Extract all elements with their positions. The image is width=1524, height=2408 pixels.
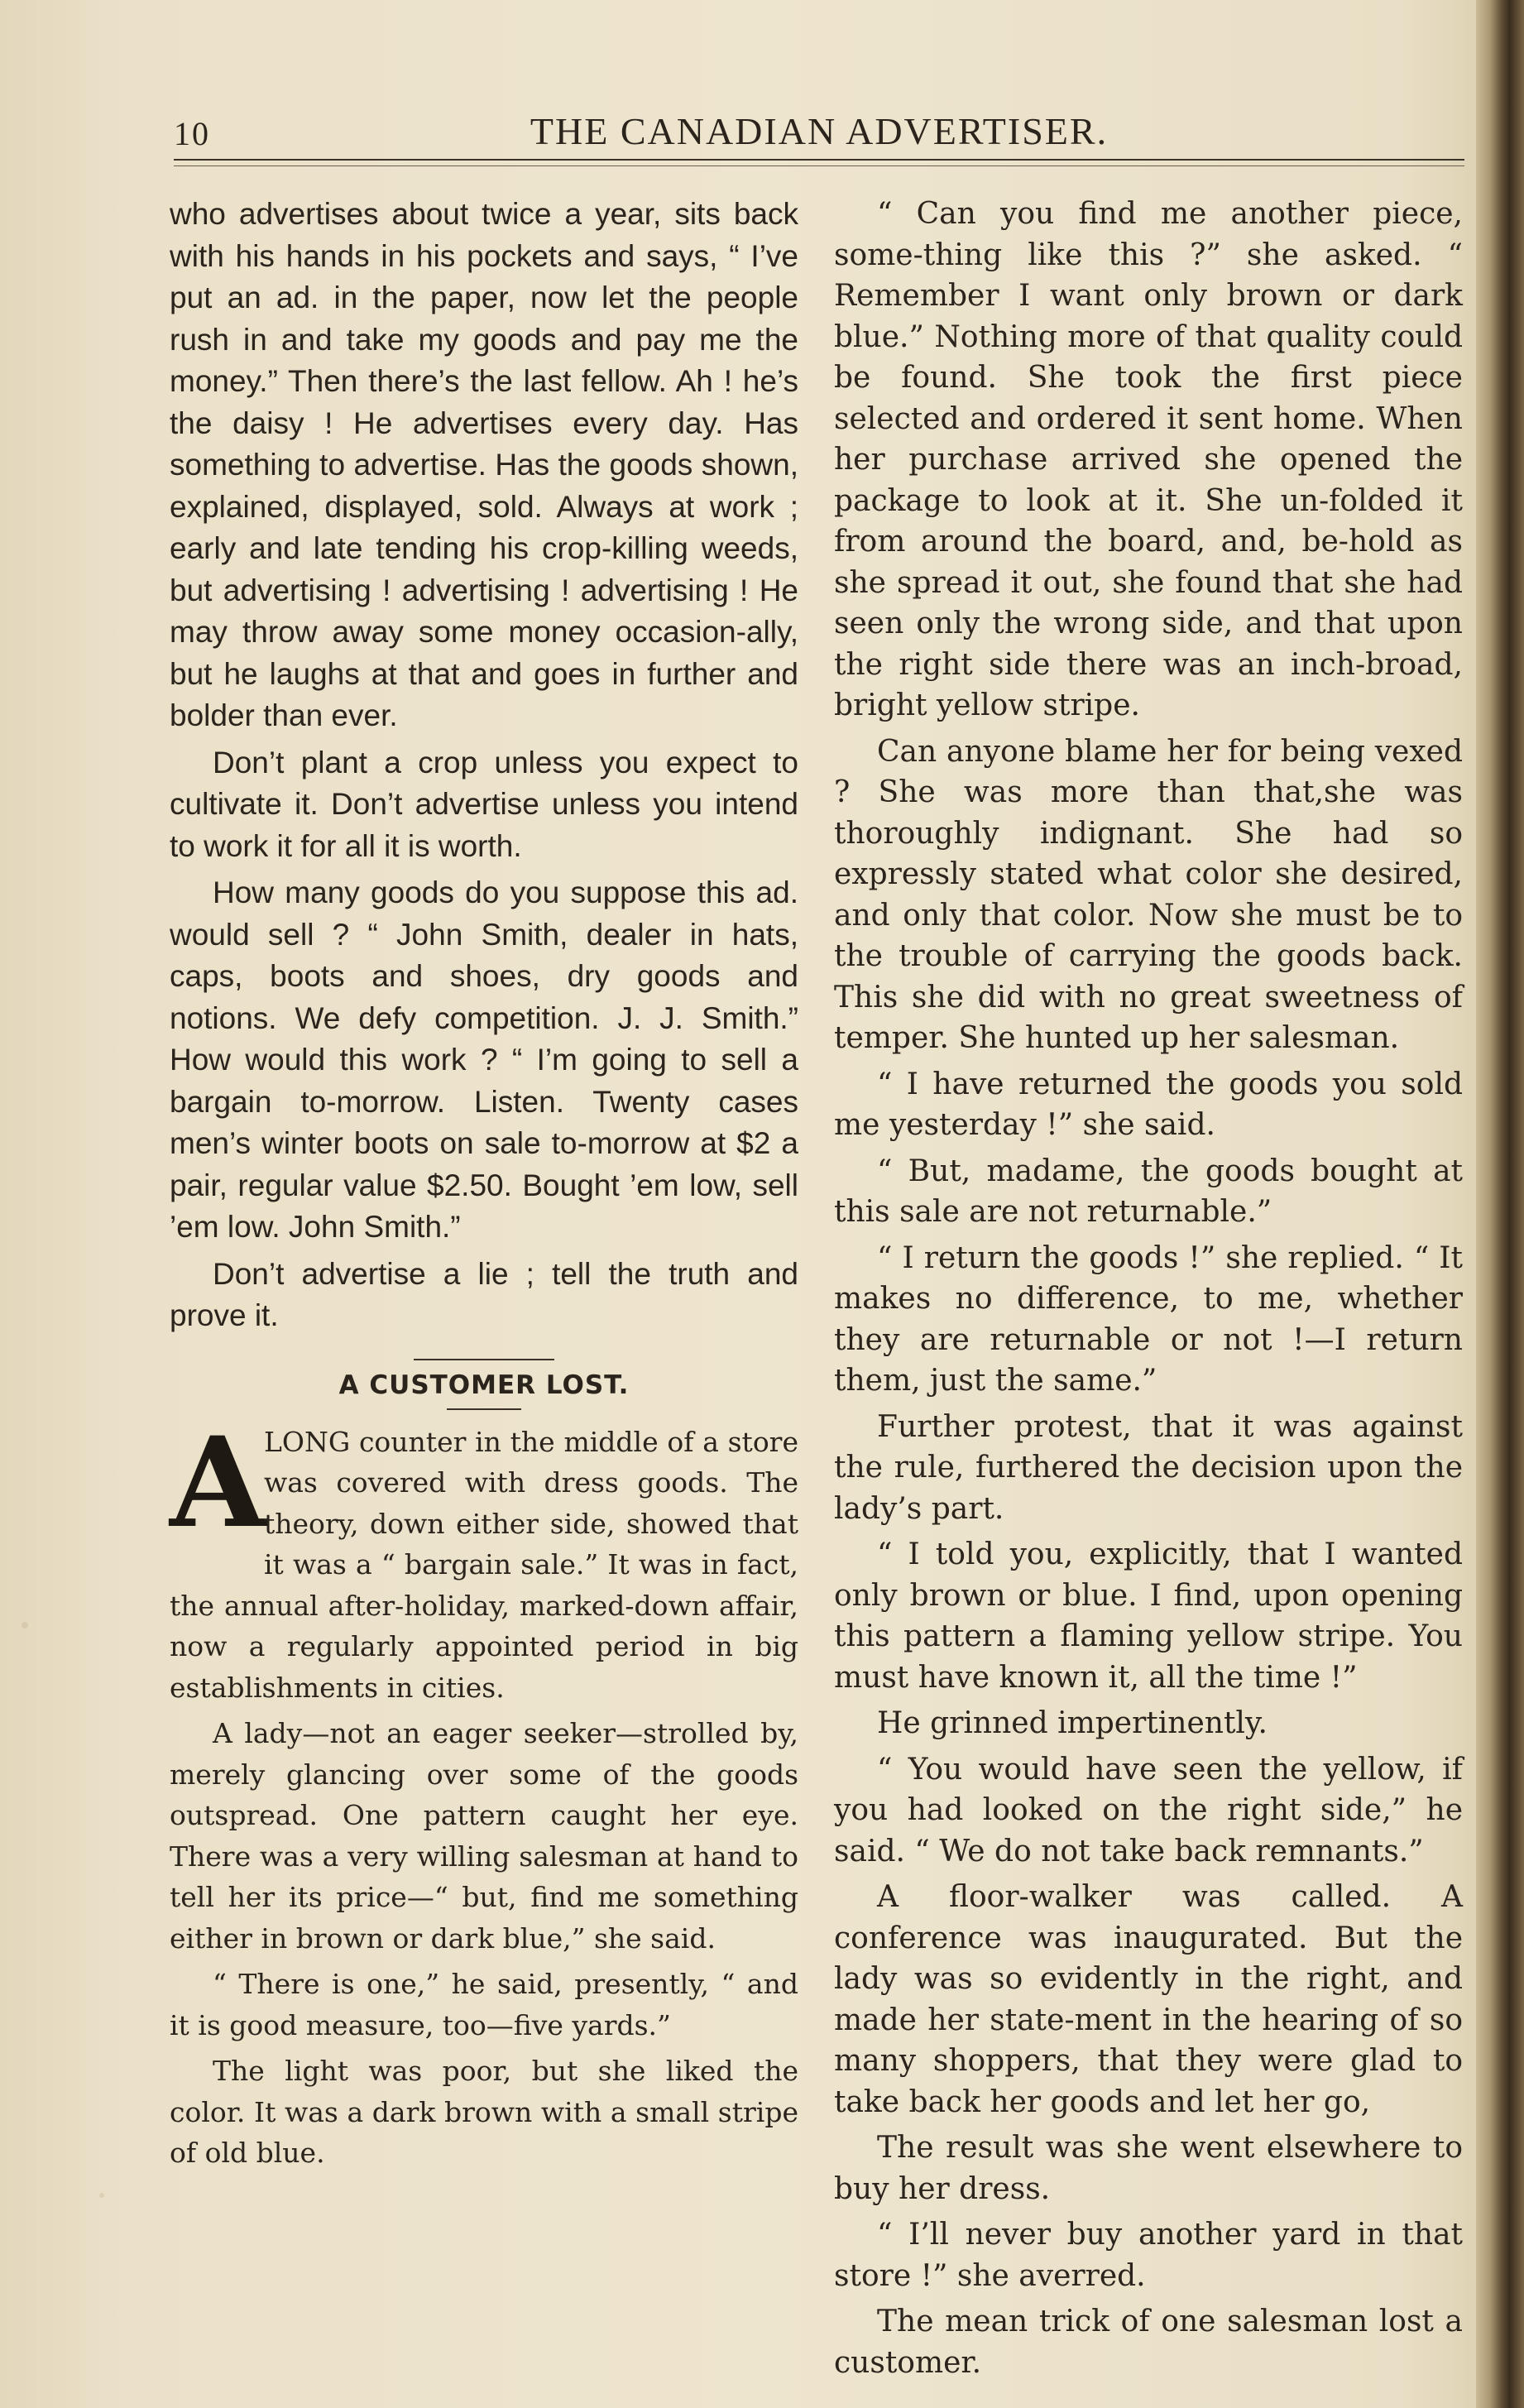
paragraph: The mean trick of one salesman lost a customer. — [834, 2305, 1463, 2380]
paragraph: The result was she went elsewhere to buy her dress. — [834, 2131, 1463, 2206]
paragraph: A lady—not an eager seeker—strolled by, merely glancing over some of the goods outspread. One pattern caught her eye. There was a very willing salesman at hand to tell her its price—“ but, find me something either in brown or dark blue,” she said. — [170, 1717, 798, 1955]
header-rule-thin — [174, 165, 1464, 166]
paragraph: “ I told you, explicitly, that I wanted only brown or blue. I find, upon opening this pattern a flaming yellow stripe. You must have known it, all the time !” — [834, 1537, 1463, 1695]
paper-speck — [99, 2193, 104, 2198]
paragraph: who advertises about twice a year, sits back with his hands in his pockets and says, “ I’ve put an ad. in the paper, now let the people rush in and take my goods and pay me the money.” Then there’s the last fellow. Ah ! he’s the daisy ! He advertises every day. Has something to advertise. Has the goods shown, explained, displayed, sold. Always at work ; early and late tending his crop-killing weeds, but advertising ! advertising ! advertising ! He may throw away some money occasion-ally, but he laughs at that and goes in further and bolder than ever. — [170, 197, 798, 732]
running-title: THE CANADIAN ADVERTISER. — [530, 110, 1109, 152]
title-underline — [447, 1408, 521, 1410]
page-number: 10 — [174, 115, 210, 152]
header-rule — [174, 159, 1464, 161]
paper-speck — [22, 1622, 28, 1629]
paragraph: How many goods do you suppose this ad. would sell ? “ John Smith, dealer in hats, caps, boots and shoes, dry goods and notions. We defy competition. J. J. Smith.” How would this work ? “ I’m going to sell a bargain to-morrow. Listen. Twenty cases men’s winter boots on sale to-morrow at $2 a pair, regular value $2.50. Bought ’em low, sell ’em low. John Smith.” — [170, 875, 798, 1244]
page-spine-shadow — [1476, 0, 1524, 2408]
paragraph: Can anyone blame her for being vexed ? She was more than that,she was thoroughly indignant. She had so expressly stated what color she desired, and only that color. Now she must be to the trouble of carrying the goods back. This she did with no great sweetness of temper. She hunted up her salesman. — [834, 734, 1463, 1055]
paragraph: “ You would have seen the yellow, if you had looked on the right side,” he said. “ We do not take back remnants.” — [834, 1752, 1463, 1868]
section-divider — [414, 1359, 554, 1360]
paragraph: Don’t advertise a lie ; tell the truth and prove it. — [170, 1256, 798, 1332]
left-column — [170, 194, 798, 2179]
drop-cap-letter: A — [170, 1409, 266, 1556]
paragraph: The light was poor, but she liked the color. It was a dark brown with a small stripe of old blue. — [170, 2055, 798, 2169]
paragraph: “ I have returned the goods you sold me yesterday !” she said. — [834, 1067, 1463, 1142]
paragraph: “ I return the goods !” she replied. “ It makes no difference, to me, whether they are returnable or not !—I return them, just the same.” — [834, 1240, 1463, 1398]
paragraph: “ Can you find me another piece, some-thing like this ?” she asked. “ Remember I want only brown or dark blue.” Nothing more of that quality could be found. She took the first piece selected and ordered it sent home. When her purchase arrived she opened the package to look at it. She un-folded it from around the board, and, be-hold as she spread it out, she found that she had seen only the wrong side, and that upon the right side there was an inch-broad, bright yellow stripe. — [834, 197, 1463, 722]
paragraph: He grinned impertinently. — [877, 1706, 1268, 1740]
dropcap-paragraph — [170, 1409, 798, 1709]
paragraph: “ There is one,” he said, presently, “ and it is good measure, too—five yards.” — [170, 1968, 798, 2041]
section-title: A CUSTOMER LOST. — [338, 1369, 630, 1400]
paragraph: “ But, madame, the goods bought at this sale are not returnable.” — [834, 1154, 1463, 1229]
dropcap-paragraph-text: LONG counter in the middle of a store was covered with dress goods. The theory, down either side, showed that it was a “ bargain sale.” It was in fact, the annual after-holiday, marked-down affair, now a regularly appointed period in big establishments in cities. — [170, 1425, 798, 1704]
paragraph: A floor-walker was called. A conference was inaugurated. But the lady was so evidently in the right, and made her state-ment in the hearing of so many shoppers, that they were glad to take back her goods and let her go, — [834, 1880, 1463, 2119]
page-header — [174, 109, 1464, 159]
right-column — [834, 194, 1463, 2388]
paragraph: Don’t plant a crop unless you expect to cultivate it. Don’t advertise unless you intend to work it for all it is worth. — [170, 745, 798, 863]
paragraph: Further protest, that it was against the rule, furthered the decision upon the lady’s part. — [834, 1409, 1463, 1526]
paragraph: “ I’ll never buy another yard in that store !” she averred. — [834, 2218, 1463, 2293]
